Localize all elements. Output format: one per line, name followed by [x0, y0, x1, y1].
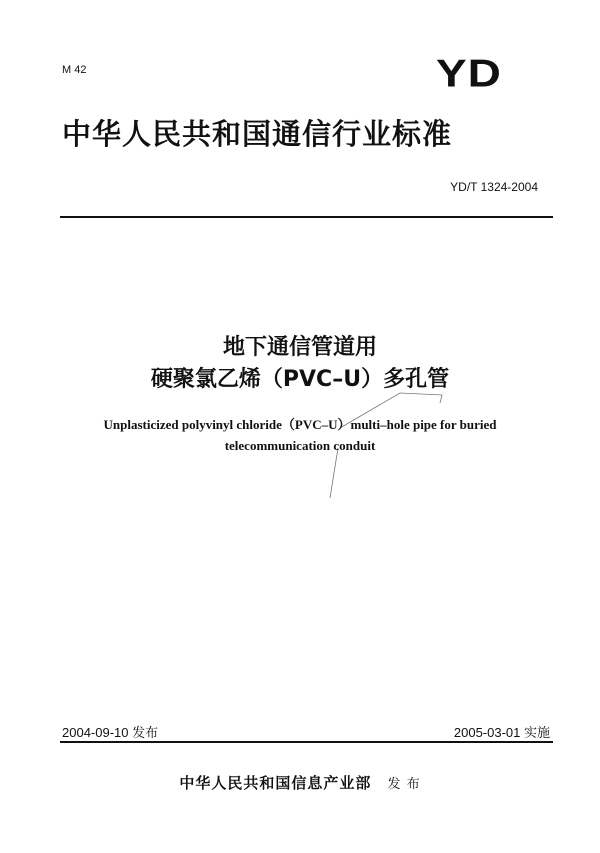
publisher-line: [0, 772, 600, 793]
implementation-date: 2005-03-01 实施: [453, 725, 550, 740]
footer-divider: [60, 741, 553, 743]
english-title-line-1: Unplasticized polyvinyl chloride（PVC–U）multi–hole pipe for buried: [103, 417, 497, 432]
header-divider: [60, 216, 553, 218]
publisher-issued-label: 发 布: [387, 777, 421, 792]
english-title-line-2: telecommunication conduit: [224, 438, 376, 453]
ics-code: M 42: [62, 64, 87, 76]
chinese-title-line-2: 硬聚氯乙烯（PVC–U）多孔管: [150, 367, 450, 392]
yd-logo: YD: [436, 50, 502, 96]
standard-category-title: 中华人民共和国通信行业标准: [62, 117, 453, 151]
standard-number: YD/T 1324-2004: [450, 180, 538, 194]
publisher-name: 中华人民共和国信息产业部: [179, 774, 372, 792]
chinese-title-line-1: 地下通信管道用: [222, 335, 377, 360]
issue-date: 2004-09-10 发布: [62, 725, 159, 740]
